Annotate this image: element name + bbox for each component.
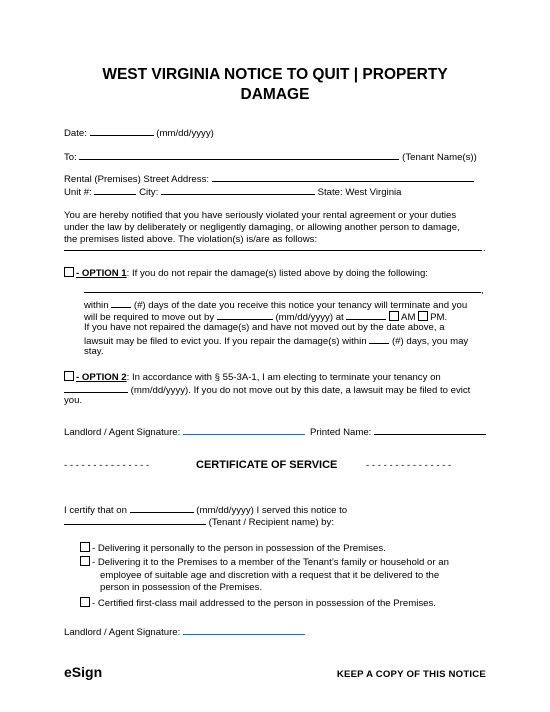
cert-dashes-left: - - - - - - - - - - - - - - - — [64, 460, 150, 471]
option2-text-2: (mm/dd/yyyy). If you do not move out by this date, a lawsuit may be filed to evict — [130, 385, 471, 396]
violation-period: . — [483, 243, 486, 254]
pm-label: PM. — [430, 312, 448, 323]
option1-text: : If you do not repair the damage(s) listed above by doing the following: — [126, 268, 428, 279]
service-method-2 — [80, 556, 449, 569]
recipient-field[interactable] — [64, 515, 206, 525]
option2-line-3: you. — [64, 395, 83, 406]
service-3-text: - Certified first-class mail addressed to the person in possession of the Premises. — [92, 598, 436, 609]
option2-checkbox[interactable] — [64, 371, 74, 381]
city-label: City: — [139, 187, 159, 198]
service-3-checkbox[interactable] — [80, 597, 90, 607]
city-field[interactable] — [161, 185, 315, 195]
date-format: (mm/dd/yyyy) — [156, 128, 214, 139]
move-out-format: (mm/dd/yyyy) at — [275, 312, 344, 323]
service-2-line-2: employee of suitable age and discretion with a request that it be delivered to the — [100, 570, 440, 581]
landlord-signature-label: Landlord / Agent Signature: — [64, 427, 181, 438]
option1-row — [64, 267, 428, 280]
recipient-row — [64, 515, 334, 529]
to-row — [64, 150, 477, 164]
landlord-signature-field-2[interactable] — [183, 625, 305, 635]
move-out-time-field[interactable] — [346, 310, 386, 320]
repair-within-text: lawsuit may be filed to evict you. If you repair the damage(s) within — [84, 336, 367, 347]
repair-days-field[interactable] — [369, 334, 389, 344]
document-title-line2: DAMAGE — [240, 86, 310, 103]
tenant-name-field[interactable] — [79, 150, 399, 160]
option1-line-4: If you have not repaired the damage(s) and have not moved out by the date above, a — [84, 322, 445, 333]
landlord-signature-label-2: Landlord / Agent Signature: — [64, 627, 181, 638]
date-row — [64, 126, 214, 140]
printed-name-label: Printed Name: — [310, 427, 372, 438]
address-label: Rental (Premises) Street Address: — [64, 174, 210, 185]
service-method-3 — [80, 597, 436, 610]
violation-field[interactable] — [64, 250, 482, 251]
pm-checkbox[interactable] — [418, 311, 428, 321]
am-label: AM — [401, 312, 416, 323]
service-date-field[interactable] — [130, 503, 194, 513]
option2-text: : In accordance with § 55-3A-1, I am electing to terminate your tenancy on — [126, 372, 441, 383]
state-text: State: West Virginia — [317, 187, 402, 198]
footer-note: KEEP A COPY OF THIS NOTICE — [336, 669, 486, 680]
days-text: (#) days of the date you receive this notice your tenancy will terminate and you — [133, 300, 468, 311]
termination-date-field[interactable] — [64, 383, 128, 393]
certify-text: I certify that on — [64, 505, 127, 516]
service-2-line-3: person in possession of the Premises. — [100, 582, 263, 593]
service-2-text: - Delivering it to the Premises to a member of the Tenant’s family or household or an — [92, 557, 449, 568]
service-method-1 — [80, 542, 386, 555]
printed-name-row — [310, 425, 486, 439]
unit-field[interactable] — [94, 185, 136, 195]
landlord-signature-field[interactable] — [183, 425, 305, 435]
option1-line-6: stay. — [84, 346, 104, 357]
to-label: To: — [64, 152, 77, 163]
service-1-checkbox[interactable] — [80, 542, 90, 552]
am-checkbox[interactable] — [389, 311, 399, 321]
service-2-checkbox[interactable] — [80, 556, 90, 566]
notice-line-2: under the law by deliberately or negligently damaging, or allowing another person to damage, — [64, 222, 460, 233]
repair-comma: , — [481, 285, 484, 296]
option1-label: - OPTION 1 — [76, 268, 127, 279]
cert-dashes-right: - - - - - - - - - - - - - - - — [366, 460, 452, 471]
tenant-names-caption: (Tenant Name(s)) — [402, 152, 477, 163]
move-out-date-field[interactable] — [217, 310, 273, 320]
service-1-text: - Delivering it personally to the person in possession of the Premises. — [92, 543, 386, 554]
option1-line-5 — [84, 334, 468, 348]
date-label: Date: — [64, 128, 87, 139]
notice-line-3: the premises listed above. The violation(s) is/are as follows: — [64, 234, 318, 245]
unit-city-row — [64, 185, 402, 199]
date-field[interactable] — [90, 126, 154, 136]
recipient-caption: (Tenant / Recipient name) by: — [208, 517, 334, 528]
address-field[interactable] — [212, 172, 474, 182]
within-text: within — [84, 300, 109, 311]
option2-line-2 — [64, 383, 470, 397]
days-field[interactable] — [111, 298, 131, 308]
document-title-line1: WEST VIRGINIA NOTICE TO QUIT | PROPERTY — [102, 66, 448, 83]
move-out-text: will be required to move out by — [84, 312, 215, 323]
unit-label: Unit #: — [64, 187, 92, 198]
repair-field[interactable] — [84, 292, 481, 293]
notice-line-1: You are hereby notified that you have seriously violated your rental agreement or your duties — [64, 210, 457, 221]
certify-text-2: (mm/dd/yyyy) I served this notice to — [196, 505, 348, 516]
repair-days-text: (#) days, you may — [391, 336, 469, 347]
printed-name-field[interactable] — [374, 425, 486, 435]
option1-checkbox[interactable] — [64, 267, 74, 277]
signature-row — [64, 425, 305, 439]
option2-label: - OPTION 2 — [76, 372, 127, 383]
esign-logo: eSign — [64, 664, 103, 680]
signature-row-2 — [64, 625, 305, 639]
certificate-title: CERTIFICATE OF SERVICE — [196, 459, 338, 471]
